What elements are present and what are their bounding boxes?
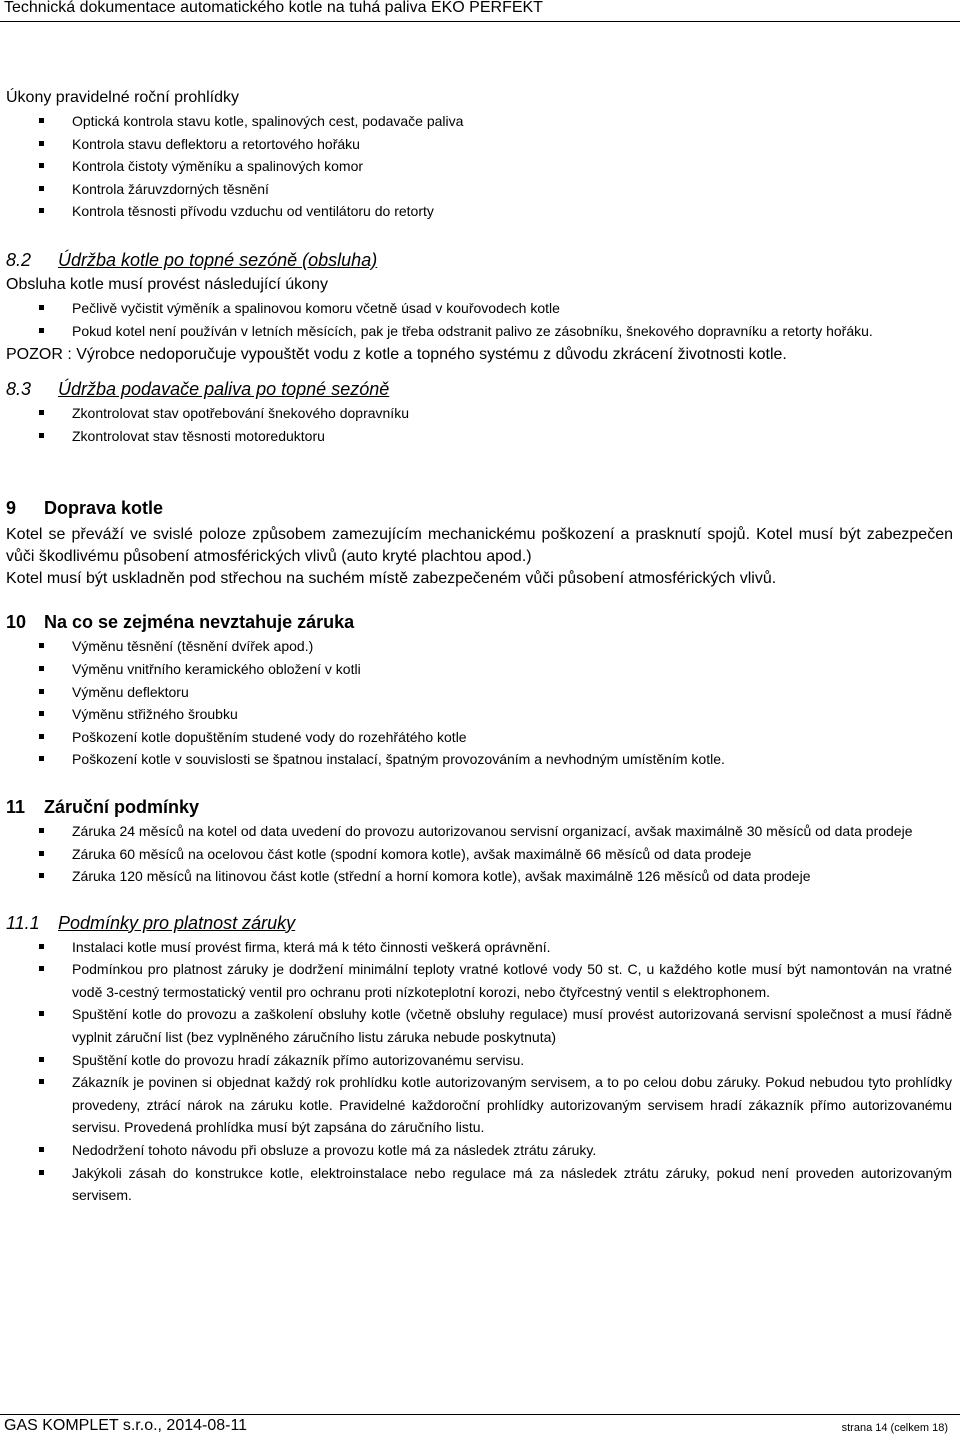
footer-company-date: GAS KOMPLET s.r.o., 2014-08-11 [4, 1417, 248, 1434]
section-title: Údržba kotle po topné sezóně (obsluha) [58, 249, 378, 270]
section-number: 11 [6, 796, 26, 817]
list-item: Jakýkoli zásah do konstrukce kotle, elektroinstalace nebo regulace má za následek ztrátu záruky, pokud není proveden autorizovaným servisem. [72, 1162, 952, 1207]
section-8-2-heading [6, 247, 960, 273]
section-title: Podmínky pro platnost záruky [58, 912, 296, 933]
section-11-heading [6, 794, 960, 820]
list-item: Kontrola žáruvzdorných těsnění [72, 178, 952, 201]
section-number: 8.2 [6, 249, 32, 270]
section-10-heading [6, 609, 960, 635]
section-title: Na co se zejména nevztahuje záruka [44, 612, 355, 633]
list-item: Zákazník je povinen si objednat každý rok prohlídku kotle autorizovaným servisem, a to po celou dobu záruky. Pokud nebudou tyto prohlídky provedeny, ztrácí nárok na záruku kotle. Pravidelné každoroční prohlídky autorizovaným servisem hradí zákazník přímo autorizovanému servisu. Provedená prohlídka musí být zapsána do záručního listu. [72, 1071, 952, 1139]
list-item: Zkontrolovat stav těsnosti motoreduktoru [72, 425, 952, 448]
section-number: 9 [6, 498, 17, 519]
section-8-3-heading [6, 376, 960, 402]
list-item: Optická kontrola stavu kotle, spalinových cest, podavače paliva [72, 110, 952, 133]
annual-inspection-lead: Úkony pravidelné roční prohlídky [6, 89, 240, 106]
list-item: Výměnu deflektoru [72, 681, 952, 704]
list-item: Nedodržení tohoto návodu při obsluze a provozu kotle má za následek ztrátu záruky. [72, 1139, 952, 1162]
section-8-2-warning: POZOR : Výrobce nedoporučuje vypouštět vodu z kotle a topného systému z důvodu zkrácení životnosti kotle. [6, 346, 787, 364]
list-item: Spuštění kotle do provozu a zaškolení obsluhy kotle (včetně obsluhy regulace) musí provést autorizovaná servisní společnost a musí řádně vyplnit záruční list (bez vyplněného záručního listu záruka nebude poskytnuta) [72, 1003, 952, 1048]
list-item: Instalaci kotle musí provést firma, která má k této činnosti veškerá oprávnění. [72, 936, 952, 959]
section-8-3-list [0, 402, 952, 447]
list-item: Spuštění kotle do provozu hradí zákazník přímo autorizovanému servisu. [72, 1049, 952, 1072]
list-item: Záruka 120 měsíců na litinovou část kotle (střední a horní komora kotle), avšak maximálně 126 měsíců od data prodeje [72, 865, 952, 888]
section-10-list [0, 635, 952, 771]
section-title: Záruční podmínky [44, 796, 200, 817]
list-item: Záruka 60 měsíců na ocelovou část kotle (spodní komora kotle), avšak maximálně 66 měsíců od data prodeje [72, 843, 952, 866]
section-8-2-list [0, 297, 952, 342]
page-footer [0, 1414, 960, 1436]
list-item: Poškození kotle dopuštěním studené vody do rozehřátého kotle [72, 726, 952, 749]
section-9-paragraph-1: Kotel se převáží ve svislé poloze způsobem zamezujícím mechanickému poškození a prasknutí spojů. Kotel musí být zabezpečen vůči škodlivému působení atmosférických vlivů (auto kryté plachtou apod.) [6, 526, 953, 566]
section-8-2-lead: Obsluha kotle musí provést následující úkony [6, 275, 328, 293]
section-title: Údržba podavače paliva po topné sezóně [58, 379, 390, 400]
section-9-paragraph-2: Kotel musí být uskladněn pod střechou na suchém místě zabezpečeném vůči působení atmosférických vlivů. [6, 570, 777, 588]
footer-page-number: strana 14 (celkem 18) [841, 1422, 948, 1434]
section-11-1-heading [6, 910, 960, 936]
annual-inspection-list [0, 110, 952, 223]
list-item: Záruka 24 měsíců na kotel od data uvedení do provozu autorizovanou servisní organizací, avšak maximálně 30 měsíců od data prodeje [72, 820, 952, 843]
section-number: 11.1 [6, 912, 40, 933]
list-item: Kontrola těsnosti přívodu vzduchu od ventilátoru do retorty [72, 200, 952, 223]
list-item: Výměnu těsnění (těsnění dvířek apod.) [72, 635, 952, 658]
list-item: Podmínkou pro platnost záruky je dodržení minimální teploty vratné kotlové vody 50 st. C, u každého kotle musí být namontován na vratné vodě 3-cestný termostatický ventil pro ochranu proti nízkoteplotní korozi, nebo čtyřcestný ventil s elektrophonem. [72, 958, 952, 1003]
list-item: Zkontrolovat stav opotřebování šnekového dopravníku [72, 402, 952, 425]
list-item: Kontrola stavu deflektoru a retortového hořáku [72, 133, 952, 156]
page-content [0, 86, 960, 1207]
list-item: Kontrola čistoty výměníku a spalinových komor [72, 155, 952, 178]
list-item: Pokud kotel není používán v letních měsících, pak je třeba odstranit palivo ze zásobníku, šnekového dopravníku a retorty hořáku. [72, 320, 952, 343]
list-item: Pečlivě vyčistit výměník a spalinovou komoru včetně úsad v kouřovodech kotle [72, 297, 952, 320]
section-11-list [0, 820, 952, 888]
running-header: Technická dokumentace automatického kotle na tuhá paliva EKO PERFEKT [0, 0, 960, 22]
section-9-heading [6, 495, 960, 521]
list-item: Poškození kotle v souvislosti se špatnou instalací, špatným provozováním a nevhodným umístěním kotle. [72, 748, 952, 771]
section-11-1-list [0, 936, 952, 1207]
list-item: Výměnu střižného šroubku [72, 703, 952, 726]
list-item: Výměnu vnitřního keramického obložení v kotli [72, 658, 952, 681]
section-number: 10 [6, 612, 27, 633]
section-number: 8.3 [6, 379, 32, 400]
section-title: Doprava kotle [44, 498, 164, 519]
